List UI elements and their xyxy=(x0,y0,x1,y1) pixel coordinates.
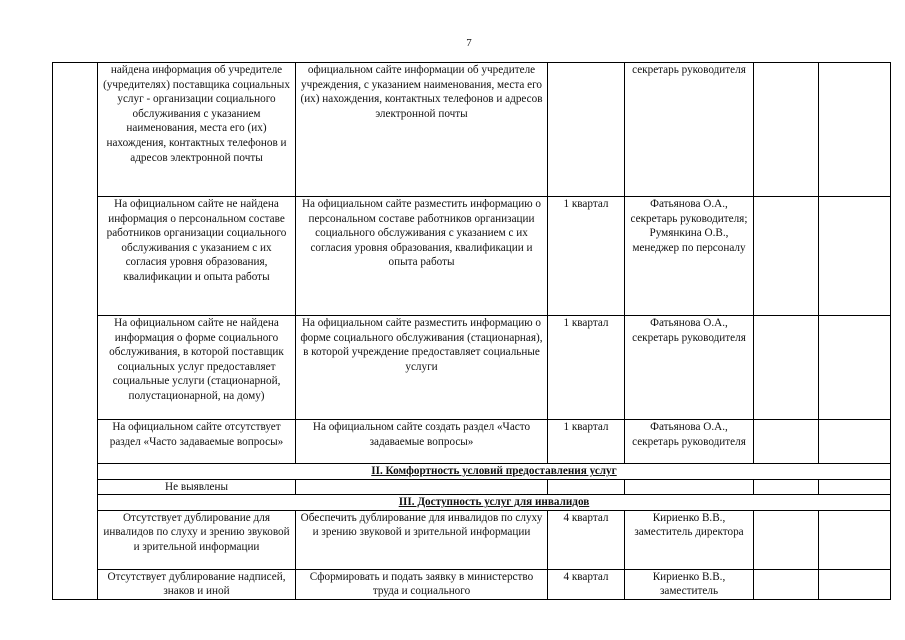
index-cell xyxy=(53,316,98,420)
responsible-cell: Фатьянова О.А., секретарь руководителя; Румянкина О.В., менеджер по персоналу xyxy=(625,197,754,316)
empty-cell xyxy=(754,197,819,316)
index-cell xyxy=(53,420,98,464)
measure-cell xyxy=(296,479,548,495)
problem-cell: Не выявлены xyxy=(98,479,296,495)
page-number: 7 xyxy=(466,37,472,49)
index-cell xyxy=(53,197,98,316)
empty-cell xyxy=(754,510,819,569)
empty-cell xyxy=(819,63,891,197)
measure-cell: Сформировать и подать заявку в министерство труда и социального xyxy=(296,569,548,599)
responsible-cell: Фатьянова О.А., секретарь руководителя xyxy=(625,420,754,464)
section-header-row xyxy=(53,495,891,511)
table-row xyxy=(53,479,891,495)
deadline-cell: 1 квартал xyxy=(548,197,625,316)
index-cell xyxy=(53,63,98,197)
section-title: III. Доступность услуг для инвалидов xyxy=(98,495,891,511)
empty-cell xyxy=(819,569,891,599)
responsible-cell: Кириенко В.В., заместитель xyxy=(625,569,754,599)
empty-cell xyxy=(754,420,819,464)
table-row xyxy=(53,63,891,197)
deadline-cell: 1 квартал xyxy=(548,420,625,464)
empty-cell xyxy=(819,316,891,420)
responsible-cell: Кириенко В.В., заместитель директора xyxy=(625,510,754,569)
action-plan-table xyxy=(52,62,891,600)
deadline-cell: 4 квартал xyxy=(548,569,625,599)
empty-cell xyxy=(819,420,891,464)
table-row xyxy=(53,510,891,569)
deadline-cell: 4 квартал xyxy=(548,510,625,569)
index-cell xyxy=(53,510,98,569)
problem-cell: На официальном сайте не найдена информация о форме социального обслуживания, в которой поставщик социальных услуг предоставляет социальные услуги (стационарной, полустационарной, на дому) xyxy=(98,316,296,420)
table-row xyxy=(53,420,891,464)
measure-cell: Обеспечить дублирование для инвалидов по слуху и зрению звуковой и зрительной информации xyxy=(296,510,548,569)
deadline-cell xyxy=(548,63,625,197)
problem-cell: На официальном сайте отсутствует раздел «Часто задаваемые вопросы» xyxy=(98,420,296,464)
table-row xyxy=(53,569,891,599)
empty-cell xyxy=(754,316,819,420)
measure-cell: официальном сайте информации об учредителе учреждения, с указанием наименования, места его (их) нахождения, контактных телефонов и адресов электронной почты xyxy=(296,63,548,197)
responsible-cell: секретарь руководителя xyxy=(625,63,754,197)
index-cell xyxy=(53,495,98,511)
problem-cell: На официальном сайте не найдена информация о персональном составе работников организации социального обслуживания с указанием с их согласия уровня образования, квалификации и опыта работы xyxy=(98,197,296,316)
measure-cell: На официальном сайте разместить информацию о персональном составе работников организации социального обслуживания с указанием с их согласия уровня образования, квалификации и опыта работы xyxy=(296,197,548,316)
responsible-cell: Фатьянова О.А., секретарь руководителя xyxy=(625,316,754,420)
index-cell xyxy=(53,569,98,599)
empty-cell xyxy=(819,510,891,569)
table-row xyxy=(53,316,891,420)
section-header-row xyxy=(53,464,891,480)
problem-cell: найдена информация об учредителе (учредителях) поставщика социальных услуг - организации социального обслуживания с указанием наименования, места его (их) нахождения, контактных телефонов и адресов электронной почты xyxy=(98,63,296,197)
empty-cell xyxy=(754,479,819,495)
index-cell xyxy=(53,464,98,480)
empty-cell xyxy=(754,63,819,197)
problem-cell: Отсутствует дублирование надписей, знаков и иной xyxy=(98,569,296,599)
measure-cell: На официальном сайте разместить информацию о форме социального обслуживания (стационарная), в которой учреждение предоставляет социальные услуги xyxy=(296,316,548,420)
deadline-cell xyxy=(548,479,625,495)
table-row xyxy=(53,197,891,316)
section-title: II. Комфортность условий предоставления услуг xyxy=(98,464,891,480)
deadline-cell: 1 квартал xyxy=(548,316,625,420)
measure-cell: На официальном сайте создать раздел «Часто задаваемые вопросы» xyxy=(296,420,548,464)
problem-cell: Отсутствует дублирование для инвалидов по слуху и зрению звуковой и зрительной информации xyxy=(98,510,296,569)
empty-cell xyxy=(754,569,819,599)
empty-cell xyxy=(819,479,891,495)
index-cell xyxy=(53,479,98,495)
empty-cell xyxy=(819,197,891,316)
responsible-cell xyxy=(625,479,754,495)
